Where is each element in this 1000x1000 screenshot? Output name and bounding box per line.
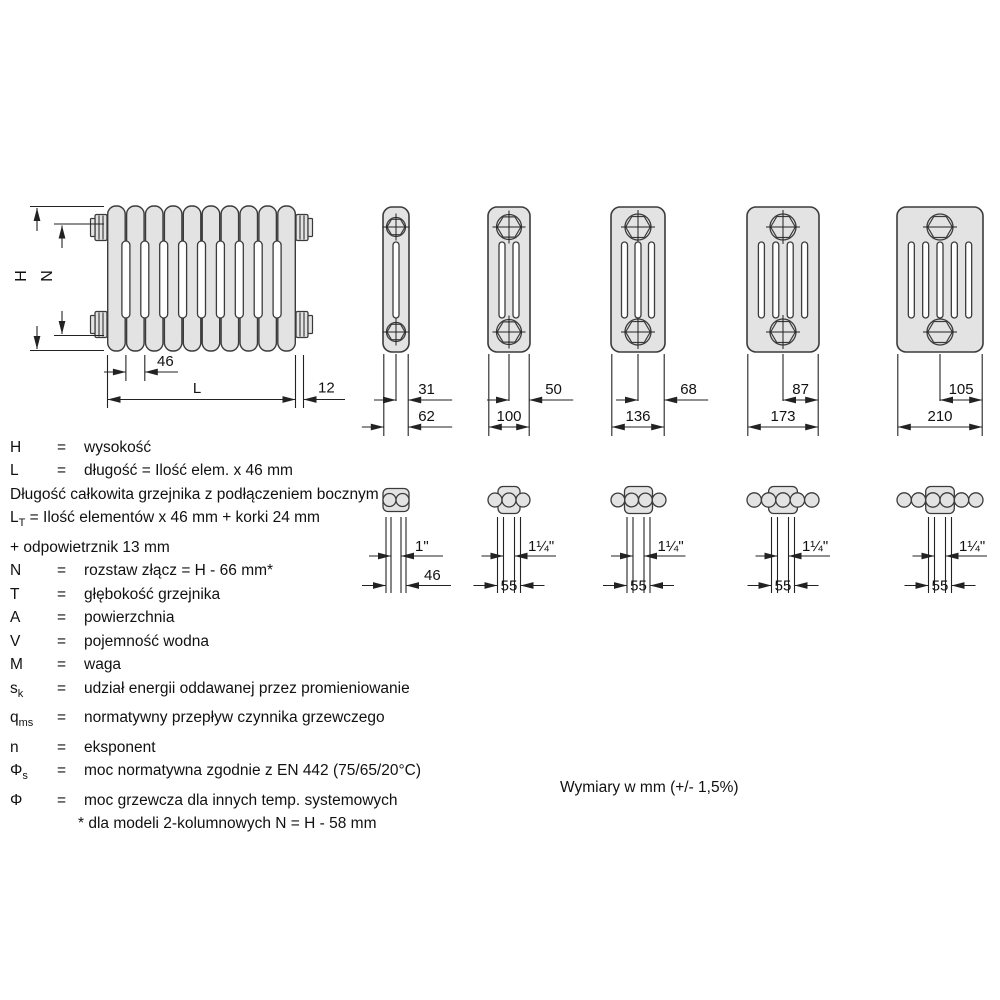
cross-section-3-column bbox=[488, 207, 530, 352]
legend-row: A = powierzchnia bbox=[10, 609, 175, 627]
top-view-4-column bbox=[611, 487, 666, 514]
cross-section-3-dimensions bbox=[487, 354, 573, 436]
svg-text:68: 68 bbox=[680, 381, 697, 398]
cross-section-6-dimensions bbox=[898, 354, 982, 436]
svg-text:L: L bbox=[192, 380, 202, 397]
top-view-6-column bbox=[897, 487, 983, 514]
top-view-3-dimensions bbox=[474, 517, 557, 595]
svg-text:50: 50 bbox=[545, 381, 562, 398]
legend-row: V = pojemność wodna bbox=[10, 632, 209, 650]
legend-row: $q_{ms}$ = normatywny przepływ czynnika grzewczego bbox=[10, 709, 385, 730]
cross-section-6-column bbox=[897, 207, 983, 352]
svg-text:N: N bbox=[39, 270, 56, 282]
svg-text:1¼": 1¼" bbox=[802, 538, 829, 555]
cross-section-4-column bbox=[611, 207, 665, 352]
legend-row: M = waga bbox=[10, 656, 122, 674]
legend-row: n = eksponent bbox=[10, 738, 156, 756]
cross-section-5-dimensions bbox=[748, 354, 818, 436]
legend bbox=[10, 436, 421, 836]
svg-text:87: 87 bbox=[792, 381, 809, 398]
legend-row: H = wysokość bbox=[10, 439, 152, 456]
legend-row: L = długość = Ilość elem. x 46 mm bbox=[10, 462, 293, 480]
legend-row: N = rozstaw złącz = H - 66 mm* bbox=[10, 562, 274, 580]
svg-text:55: 55 bbox=[500, 577, 518, 595]
svg-text:55: 55 bbox=[931, 577, 949, 595]
svg-text:105: 105 bbox=[948, 381, 974, 398]
svg-text:46: 46 bbox=[424, 567, 441, 584]
dimensions-note: Wymiary w mm (+/- 1,5%) bbox=[560, 779, 739, 796]
svg-text:H: H bbox=[13, 270, 30, 282]
svg-text:136: 136 bbox=[625, 408, 651, 425]
svg-text:1": 1" bbox=[415, 538, 429, 555]
legend-row: T = głębokość grzejnika bbox=[10, 585, 221, 603]
svg-text:173: 173 bbox=[770, 408, 796, 425]
svg-text:55: 55 bbox=[774, 577, 792, 595]
legend-row: * dla modeli 2-kolumnowych N = H - 58 mm bbox=[78, 815, 377, 833]
svg-text:1¼": 1¼" bbox=[959, 538, 986, 555]
svg-text:62: 62 bbox=[418, 408, 435, 425]
legend-row: $L_T$ = Ilość elementów x 46 mm + korki 24 mm bbox=[10, 509, 320, 530]
top-view-6-dimensions bbox=[905, 517, 988, 595]
top-view-5-column bbox=[747, 487, 819, 514]
cross-section-2-column bbox=[383, 207, 410, 352]
cross-section-4-dimensions bbox=[612, 354, 708, 436]
cross-section-5-column bbox=[747, 207, 819, 352]
front-view-slots bbox=[122, 241, 281, 318]
svg-text:1¼": 1¼" bbox=[657, 538, 684, 555]
svg-text:12: 12 bbox=[318, 379, 335, 397]
svg-text:31: 31 bbox=[418, 381, 435, 398]
legend-row: $s_k$ = udział energii oddawanej przez promieniowanie bbox=[10, 679, 410, 700]
svg-text:1¼": 1¼" bbox=[528, 538, 555, 555]
legend-row: $\Phi_s$ = moc normatywna zgodnie z EN 442 (75/65/20°C) bbox=[10, 762, 422, 783]
legend-row: Długość całkowita grzejnika z podłączeniem bocznym bbox=[10, 485, 379, 503]
top-view-4-dimensions bbox=[603, 517, 686, 595]
cross-section-2-dimensions bbox=[362, 354, 452, 436]
svg-text:55: 55 bbox=[630, 577, 647, 595]
legend-row: + odpowietrznik 13 mm bbox=[10, 538, 170, 556]
top-view-5-dimensions bbox=[748, 517, 831, 595]
svg-text:210: 210 bbox=[927, 408, 953, 425]
svg-text:100: 100 bbox=[496, 408, 522, 425]
legend-row: Φ = moc grzewcza dla innych temp. systemowych bbox=[10, 791, 398, 809]
svg-text:46: 46 bbox=[157, 353, 174, 370]
top-view-3-column bbox=[488, 487, 530, 514]
